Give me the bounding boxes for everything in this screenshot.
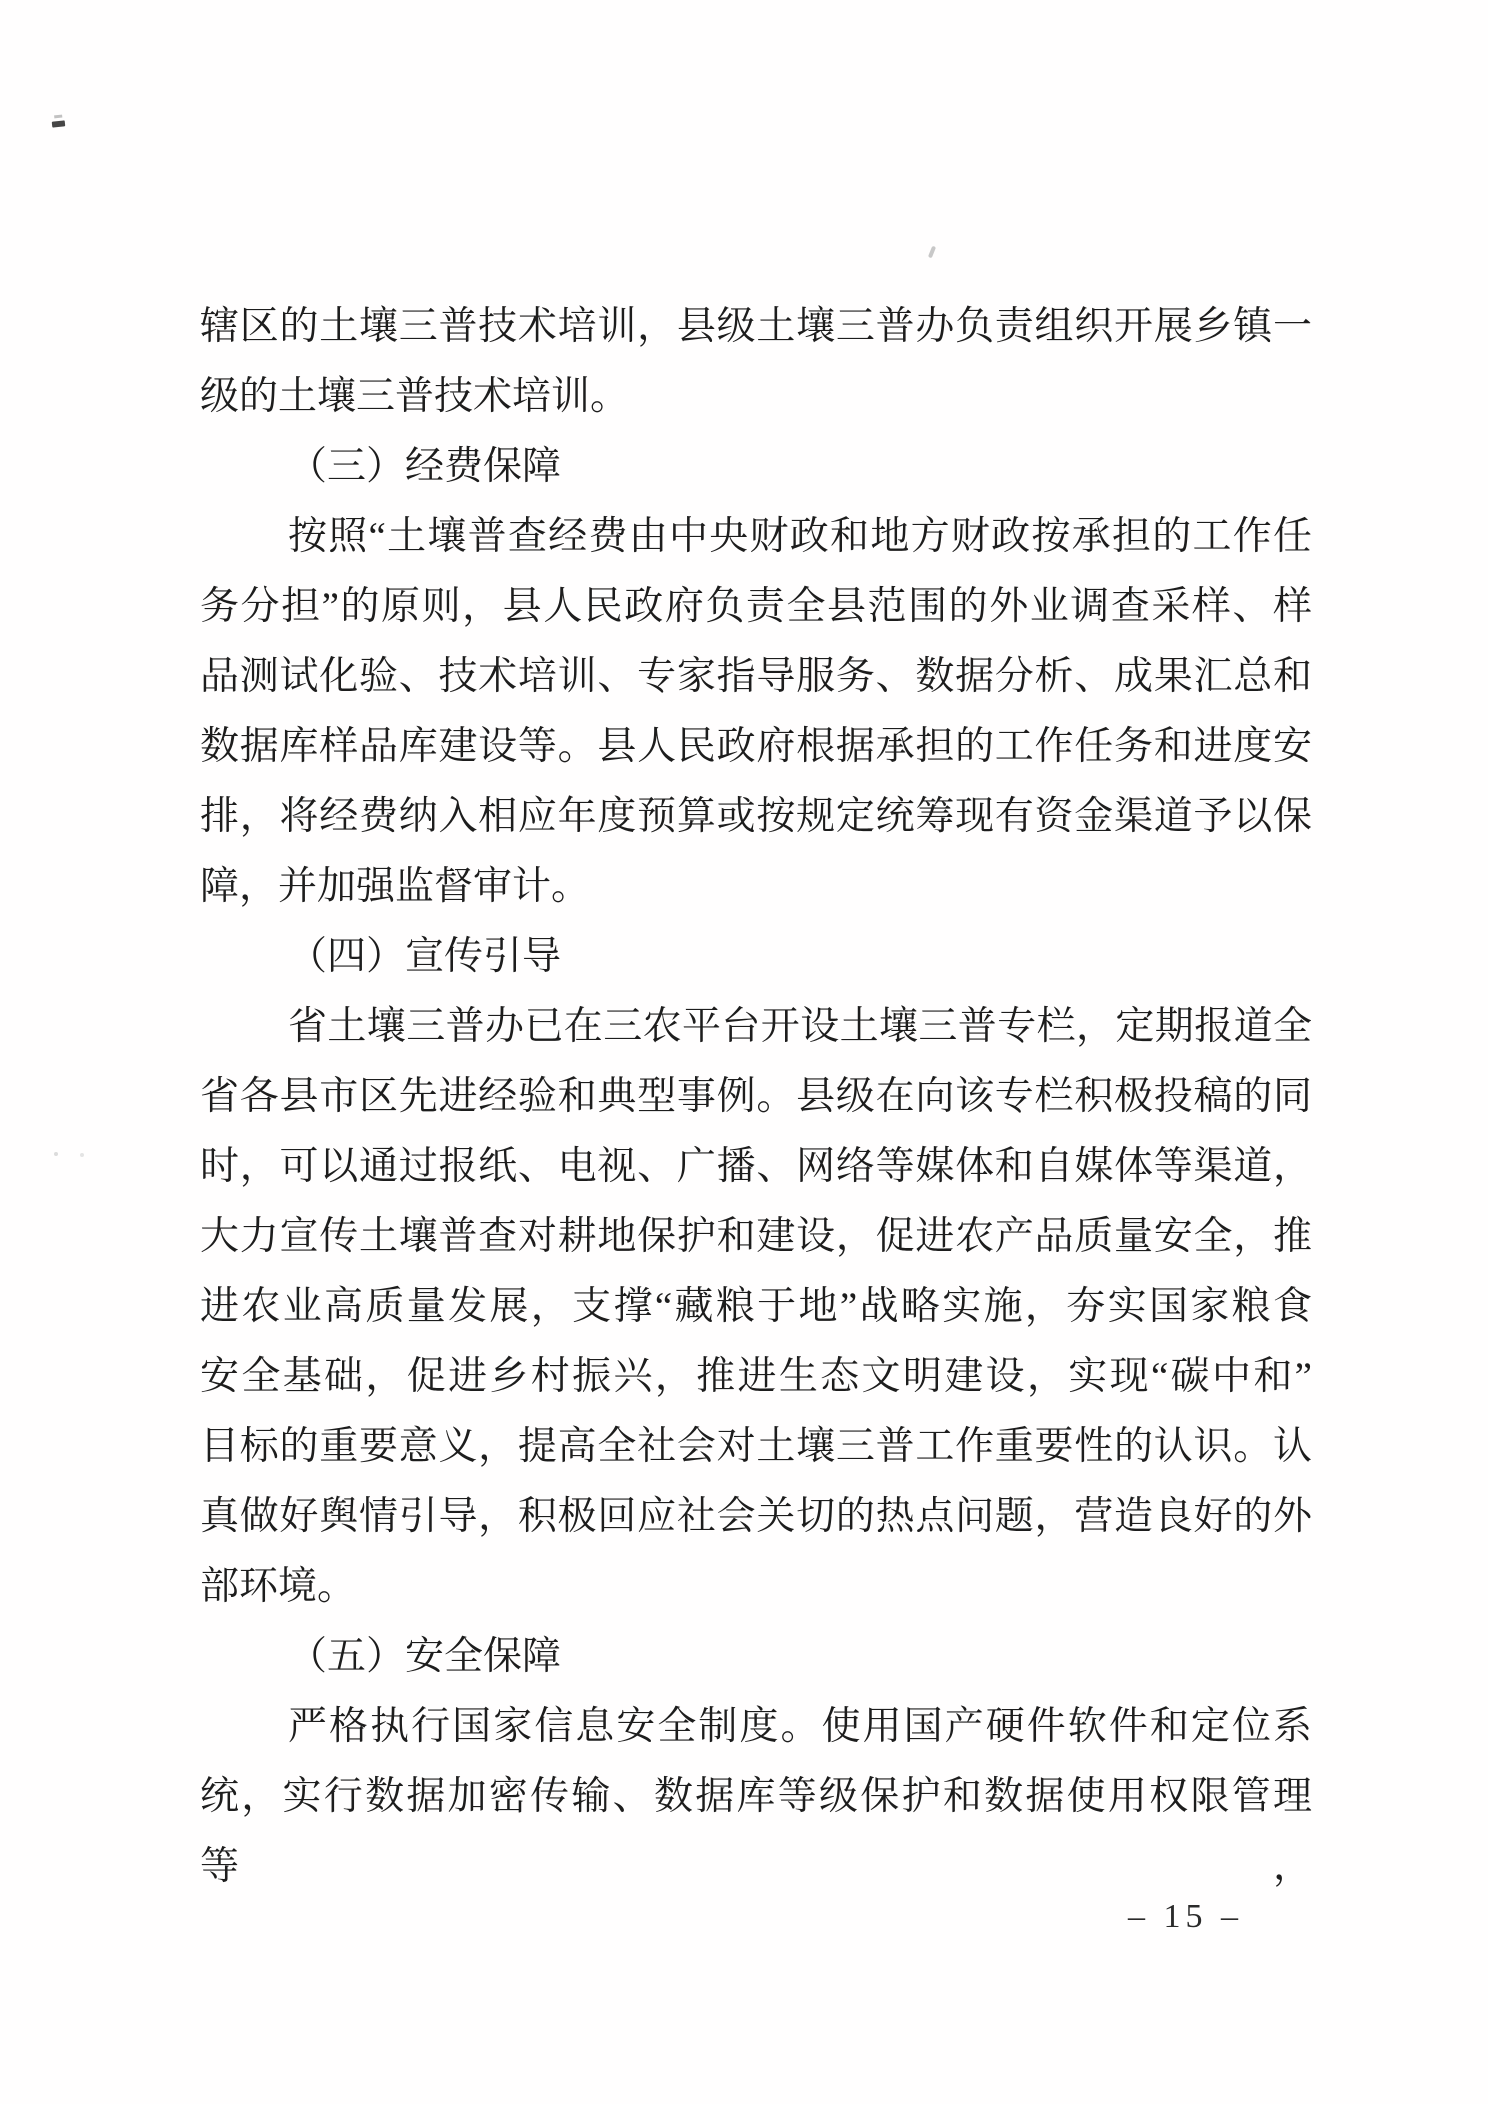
scan-speck	[54, 1152, 58, 1156]
scan-speck	[928, 246, 936, 259]
text-line: 真做好舆情引导，积极回应社会关切的热点问题，营造良好的外	[200, 1495, 1312, 1538]
text-line: 务分担”的原则，县人民政府负责全县范围的外业调查采样、样	[200, 585, 1312, 628]
body-text-block	[200, 292, 1312, 1888]
text-line: 障，并加强监督审计。	[200, 865, 591, 908]
text-line: 安全基础，促进乡村振兴，推进生态文明建设，实现“碳中和”	[200, 1355, 1312, 1398]
text-line: 严格执行国家信息安全制度。使用国产硬件软件和定位系	[288, 1705, 1312, 1748]
text-line: 省各县市区先进经验和典型事例。县级在向该专栏积极投稿的同	[200, 1075, 1312, 1118]
text-line: 统，实行数据加密传输、数据库等级保护和数据使用权限管理等，	[200, 1775, 1312, 1888]
text-line: 进农业高质量发展，支撑“藏粮于地”战略实施，夯实国家粮食	[200, 1285, 1312, 1328]
page-number: – 15 –	[1128, 1898, 1243, 1935]
section-heading: （三）经费保障	[288, 445, 562, 488]
scan-speck	[80, 1153, 84, 1157]
text-line: 数据库样品库建设等。县人民政府根据承担的工作任务和进度安	[200, 725, 1312, 768]
text-line: 级的土壤三普技术培训。	[200, 375, 630, 418]
text-line: 时，可以通过报纸、电视、广播、网络等媒体和自媒体等渠道，	[200, 1145, 1312, 1188]
section-heading: （四）宣传引导	[288, 935, 562, 978]
text-line: 按照“土壤普查经费由中央财政和地方财政按承担的工作任	[288, 515, 1312, 558]
text-line: 目标的重要意义，提高全社会对土壤三普工作重要性的认识。认	[200, 1425, 1312, 1468]
scan-speck	[52, 120, 66, 127]
text-line: 部环境。	[200, 1565, 357, 1608]
text-line: 辖区的土壤三普技术培训，县级土壤三普办负责组织开展乡镇一	[200, 305, 1312, 348]
section-heading: （五）安全保障	[288, 1635, 562, 1678]
text-line: 品测试化验、技术培训、专家指导服务、数据分析、成果汇总和	[200, 655, 1312, 698]
text-line: 大力宣传土壤普查对耕地保护和建设，促进农产品质量安全，推	[200, 1215, 1312, 1258]
text-line: 排，将经费纳入相应年度预算或按规定统筹现有资金渠道予以保	[200, 795, 1312, 838]
text-line: 省土壤三普办已在三农平台开设土壤三普专栏，定期报道全	[288, 1005, 1312, 1048]
